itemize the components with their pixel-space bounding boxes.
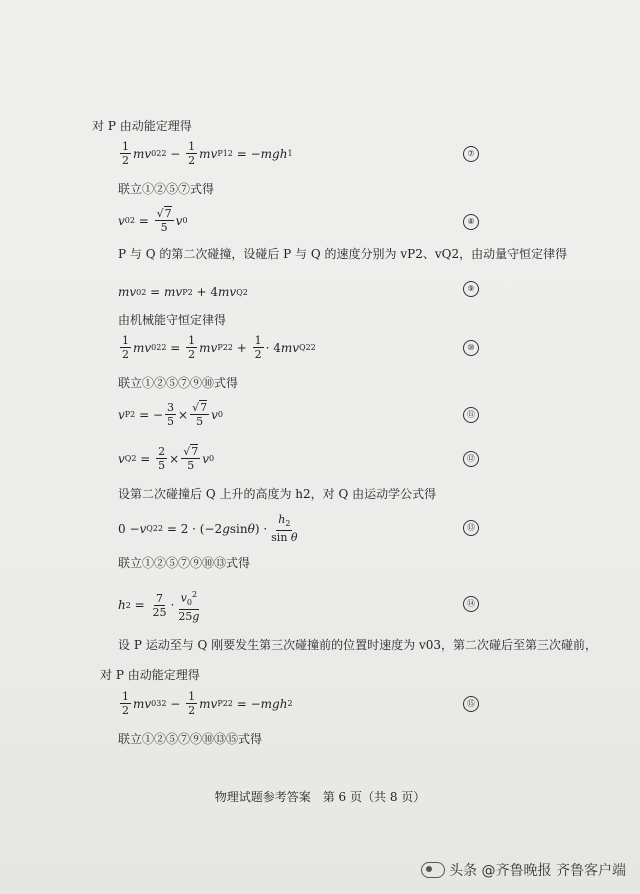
eye-logo-icon	[421, 862, 445, 878]
text-line-7: 联立①②⑤⑦⑨⑩⑬式得	[118, 556, 251, 570]
text-line-2: 联立①②⑤⑦式得	[118, 182, 215, 196]
equation-number-14: ⑭	[463, 596, 479, 612]
equation-15: $\frac{1}{2}$ mv 03 2 − $\frac{1}{2}$ mv P2 2 = − mgh 2	[122, 690, 293, 717]
equation-number-9: ⑨	[463, 281, 479, 297]
equation-number-8: ⑧	[463, 214, 479, 230]
equation-number-11: ⑪	[463, 407, 479, 423]
equation-7: $\frac{1}{2}$ mv 02 2 − $\frac{1}{2}$ mv P1 2 = − mgh 1	[122, 140, 293, 167]
text-line-3: P 与 Q 的第二次碰撞，设碰后 P 与 Q 的速度分别为 vP2、vQ2，由动量守恒定律得	[118, 247, 568, 261]
text-line-4: 由机械能守恒定律得	[118, 313, 227, 327]
equation-number-7: ⑦	[463, 146, 479, 162]
equation-8: v 02 = $\frac{√7}{5}$ v 0	[118, 207, 188, 234]
equation-number-10: ⑩	[463, 340, 479, 356]
equation-number-13: ⑬	[463, 520, 479, 536]
page-footer: 物理试题参考答案 第 6 页（共 8 页）	[214, 790, 426, 804]
equation-12: v Q2 = $\frac{2}{5}$ × $\frac{√7}{5}$ v 0	[118, 445, 215, 472]
equation-13: 0 − v Q2 2 = 2 · (−2 g sin θ ) · $\frac{h_2}{\text{sin θ}}$	[118, 513, 298, 545]
watermark-text: 头条 @齐鲁晚报 齐鲁客户端	[449, 863, 626, 879]
text-line-6: 设第二次碰撞后 Q 上升的高度为 h2，对 Q 由运动学公式得	[118, 487, 437, 501]
text-line-1: 对 P 由动能定理得	[92, 119, 192, 133]
equation-11: v P2 = − $\frac{3}{5}$ × $\frac{√7}{5}$ v 0	[118, 401, 223, 428]
text-line-9: 对 P 由动能定理得	[100, 668, 200, 682]
equation-number-15: ⑮	[463, 696, 479, 712]
equation-9: mv 02 = mv P2 + 4 mv Q2	[118, 285, 248, 299]
text-line-8: 设 P 运动至与 Q 刚要发生第三次碰撞前的位置时速度为 v03，第二次碰后至第三次碰前，	[118, 638, 598, 652]
equation-10: $\frac{1}{2}$ mv 02 2 = $\frac{1}{2}$ mv P2 2 + $\frac{1}{2}$ · 4 mv Q2 2	[122, 334, 316, 361]
text-line-5: 联立①②⑤⑦⑨⑩式得	[118, 376, 239, 390]
equation-number-12: ⑫	[463, 451, 479, 467]
text-line-10: 联立①②⑤⑦⑨⑩⑬⑮式得	[118, 732, 263, 746]
watermark	[421, 860, 626, 880]
equation-14: h 2 = $\frac{7}{25}$ · $\frac{v_0^2}{25g}$	[118, 590, 200, 623]
